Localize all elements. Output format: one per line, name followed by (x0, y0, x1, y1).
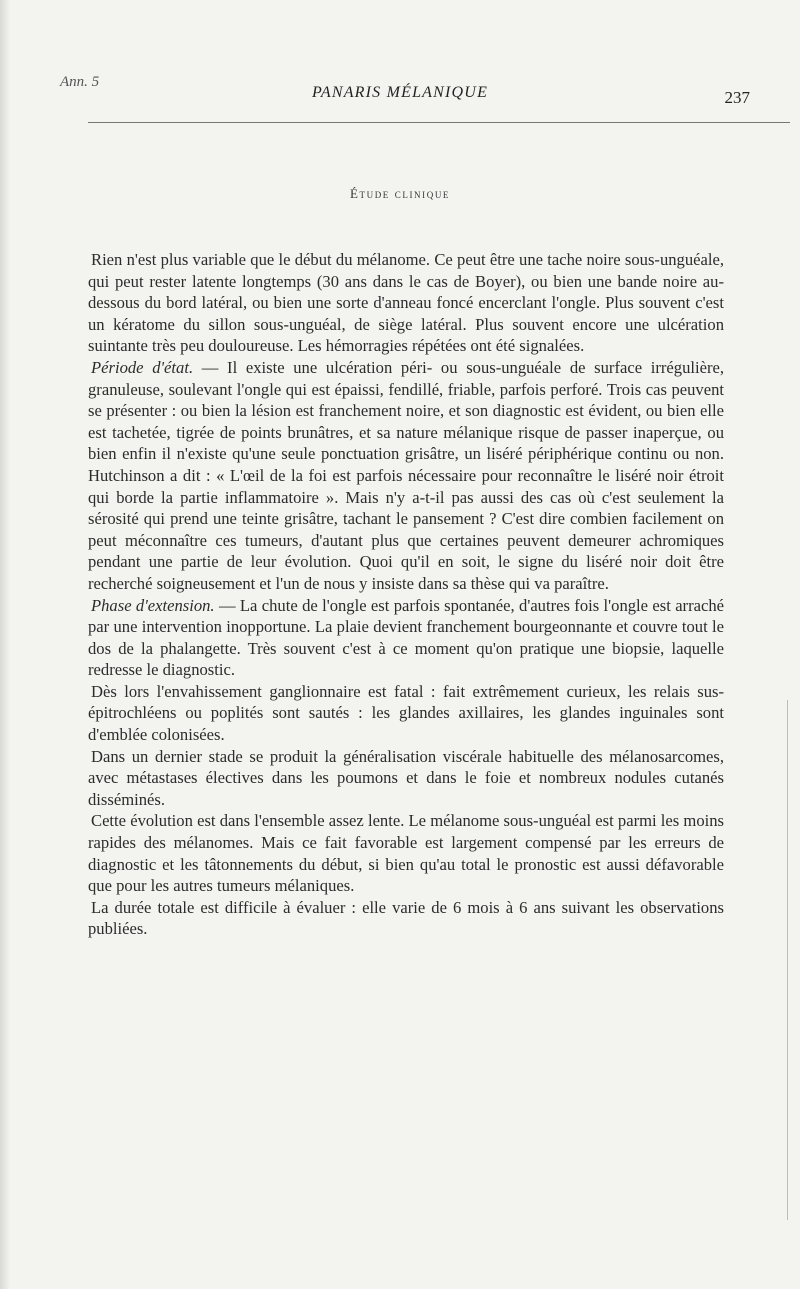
paragraph-lead: Phase d'extension. (91, 595, 215, 615)
running-title: PANARIS MÉLANIQUE (311, 84, 489, 101)
section-heading: Étude clinique (349, 186, 451, 201)
page-annotation: Ann. 5 (60, 74, 100, 90)
body-text (88, 249, 724, 940)
paragraph: Dans un dernier stade se produit la généralisation viscérale habituelle des mélanosarcomes, avec métastases électives dans les poumons et dans le foie et nombreux nodules cutanés disséminés. (88, 746, 724, 809)
margin-line (787, 700, 788, 1220)
paragraph: Dès lors l'envahissement ganglionnaire est fatal : fait extrêmement curieux, les relais sus-épitrochléens ou poplités sont sautés : les glandes axillaires, les glandes inguinales sont d'emblée colonisées. (88, 681, 724, 745)
paragraph: La durée totale est difficile à évaluer : elle varie de 6 mois à 6 ans suivant les observations publiées. (88, 897, 724, 939)
paragraph: Phase d'extension. — La chute de l'ongle est parfois spontanée, d'autres fois l'ongle est arraché par une intervention inopportune. La plaie devient franchement bourgeonnante et couvre tout le dos de la phalangette. Très souvent c'est à ce moment qu'on pratique une biopsie, laquelle redresse le diagnostic. (88, 595, 724, 680)
paragraph-lead: Période d'état. (91, 357, 194, 377)
paragraph: Rien n'est plus variable que le début du mélanome. Ce peut être une tache noire sous-unguéale, qui peut rester latente longtemps (30 ans dans le cas de Boyer), ou bien une bande noire au-dessous du bord latéral, ou bien une sorte d'anneau foncé encerclant l'ongle. Plus souvent c'est un kératome du sillon sous-unguéal, de siège latéral. Plus souvent encore une ulcération suintante très peu douloureuse. Les hémorragies répétées ont été signalées. (88, 250, 724, 356)
paragraph: Cette évolution est dans l'ensemble assez lente. Le mélanome sous-unguéal est parmi les moins rapides des mélanomes. Mais ce fait favorable est largement compensé par les erreurs de diagnostic et les tâtonnements du début, si bien qu'au total le pronostic est aussi défavorable que pour les autres tumeurs mélaniques. (88, 811, 724, 896)
header-rule (88, 122, 790, 123)
paragraph: Période d'état. — Il existe une ulcération péri- ou sous-unguéale de surface irrégulière, granuleuse, soulevant l'ongle qui est épaissi, fendillé, friable, parfois perforé. Trois cas peuvent se présenter : ou bien la lésion est franchement noire, et son diagnostic est évident, ou bien elle est tachetée, tigrée de points brunâtres, et sa nature mélanique risque de passer inaperçue, ou bien enfin il n'existe qu'une seule ponctuation grisâtre, un liséré périphérique continu ou non. Hutchinson a dit : « L'œil de la foi est parfois nécessaire pour reconnaître le liséré noir étroit qui borde la partie inflammatoire ». Mais n'y a-t-il pas aussi des cas où c'est seulement la sérosité qui prend une teinte grisâtre, tachant le pansement ? C'est dire combien facilement on peut méconnaître ces tumeurs, d'autant plus que certaines peuvent demeurer achromiques pendant une partie de leur évolution. Quoi qu'il en soit, le signe du liséré noir doit être recherché soigneusement et l'un de nous y insiste dans sa thèse qui va paraître. (88, 357, 724, 593)
page-number: 237 (724, 88, 750, 107)
